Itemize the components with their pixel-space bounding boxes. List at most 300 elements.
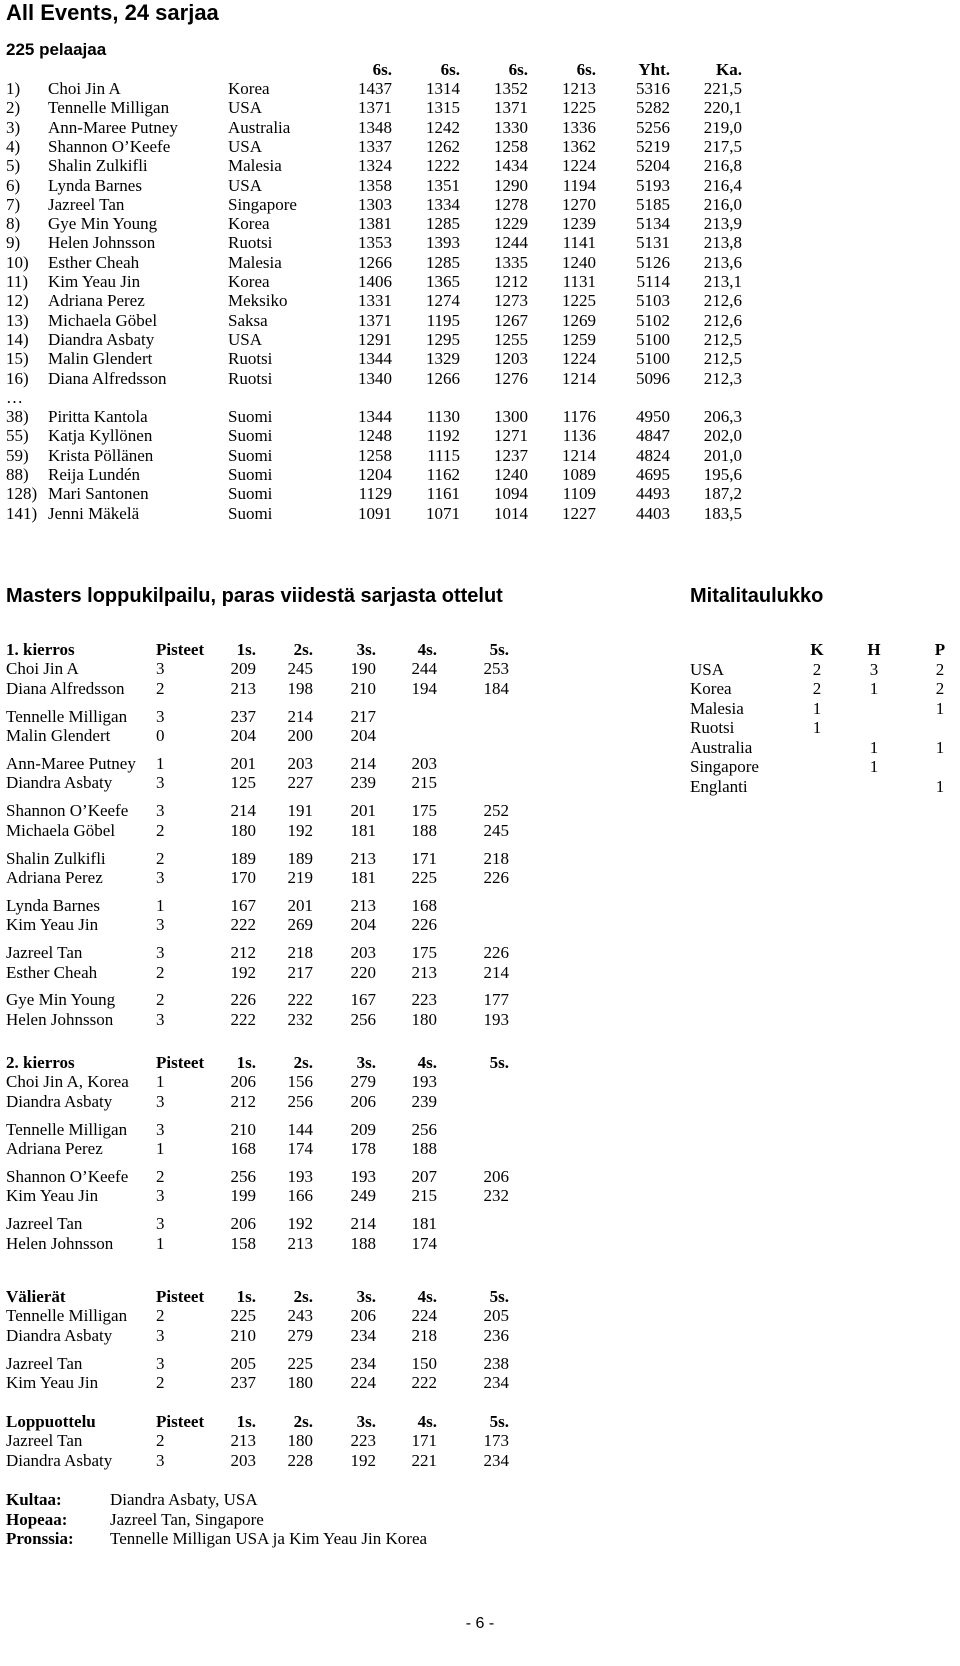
standings-player-name: Gye Min Young bbox=[48, 214, 158, 233]
match-player-name: Jazreel Tan bbox=[6, 943, 83, 962]
standings-player-name: Choi Jin A bbox=[48, 79, 121, 98]
standings-value: 1285 bbox=[426, 253, 460, 272]
standings-player-name: Esther Cheah bbox=[48, 253, 140, 272]
standings-row bbox=[0, 79, 960, 98]
match-points: 2 bbox=[156, 1167, 165, 1186]
standings-value: 212,6 bbox=[703, 291, 742, 310]
match-player-row bbox=[0, 943, 960, 962]
standings-player-name: Reija Lundén bbox=[48, 465, 141, 484]
standings-country: Suomi bbox=[228, 465, 273, 484]
match-game-score: 222 bbox=[287, 990, 313, 1009]
standings-value: 1300 bbox=[494, 407, 528, 426]
match-game-score: 166 bbox=[287, 1186, 313, 1205]
match-game-score: 192 bbox=[350, 1451, 376, 1470]
match-game-score: 237 bbox=[230, 707, 256, 726]
round-column-header: 4s. bbox=[417, 1287, 437, 1306]
medal-count: 3 bbox=[869, 660, 879, 679]
round-column-header: 1s. bbox=[236, 640, 256, 659]
standings-value: 1344 bbox=[358, 349, 392, 368]
standings-value: 1291 bbox=[358, 330, 392, 349]
standings-column-header: Yht. bbox=[638, 60, 670, 79]
match-game-score: 150 bbox=[411, 1354, 437, 1373]
players-count: 225 pelaajaa bbox=[6, 40, 107, 59]
match-game-score: 234 bbox=[350, 1354, 376, 1373]
medal-row bbox=[0, 757, 960, 776]
standings-row bbox=[0, 176, 960, 195]
match-game-score: 238 bbox=[483, 1354, 509, 1373]
match-game-score: 167 bbox=[230, 896, 256, 915]
match-game-score: 203 bbox=[411, 754, 437, 773]
medal-count: 1 bbox=[812, 699, 822, 718]
match-game-score: 256 bbox=[350, 1010, 376, 1029]
round-column-header: 3s. bbox=[356, 1053, 376, 1072]
standings-row bbox=[0, 253, 960, 272]
match-game-score: 226 bbox=[483, 943, 509, 962]
standings-player-name: Shannon O’Keefe bbox=[48, 137, 171, 156]
medal-row bbox=[0, 679, 960, 698]
standings-row bbox=[0, 272, 960, 291]
match-game-score: 214 bbox=[350, 1214, 376, 1233]
match-player-name: Jazreel Tan bbox=[6, 1354, 83, 1373]
match-game-score: 214 bbox=[350, 754, 376, 773]
standings-column-header: 6s. bbox=[508, 60, 528, 79]
standings-value: 216,4 bbox=[703, 176, 742, 195]
standings-value: 1262 bbox=[426, 137, 460, 156]
standings-value: 183,5 bbox=[703, 504, 742, 523]
match-points: 2 bbox=[156, 963, 165, 982]
standings-value: 1352 bbox=[494, 79, 528, 98]
match-points: 3 bbox=[156, 801, 165, 820]
standings-value: 4695 bbox=[636, 465, 670, 484]
standings-value: 1334 bbox=[426, 195, 460, 214]
standings-player-name: Ann-Maree Putney bbox=[48, 118, 178, 137]
match-game-score: 243 bbox=[287, 1306, 313, 1325]
standings-rank: 12) bbox=[6, 291, 29, 310]
standings-rank: 128) bbox=[6, 484, 38, 503]
medalist-row bbox=[0, 1529, 960, 1548]
standings-value: 1274 bbox=[426, 291, 460, 310]
match-game-score: 173 bbox=[483, 1431, 509, 1450]
match-game-score: 213 bbox=[230, 1431, 256, 1450]
match-player-row bbox=[0, 821, 960, 840]
standings-value: 1225 bbox=[562, 98, 596, 117]
match-game-score: 207 bbox=[411, 1167, 437, 1186]
match-game-score: 223 bbox=[411, 990, 437, 1009]
medal-row bbox=[0, 660, 960, 679]
medal-row bbox=[0, 738, 960, 757]
match-player-name: Tennelle Milligan bbox=[6, 1120, 128, 1139]
standings-value: 1141 bbox=[562, 233, 596, 252]
standings-value: 213,8 bbox=[703, 233, 742, 252]
standings-rank: … bbox=[6, 388, 23, 407]
standings-rank: 5) bbox=[6, 156, 21, 175]
medal-count: 1 bbox=[869, 757, 879, 776]
standings-player-name: Jazreel Tan bbox=[48, 195, 125, 214]
match-points: 1 bbox=[156, 1234, 165, 1253]
standings-value: 212,5 bbox=[703, 349, 742, 368]
match-game-score: 279 bbox=[287, 1326, 313, 1345]
standings-value: 1195 bbox=[426, 311, 460, 330]
match-game-score: 203 bbox=[287, 754, 313, 773]
medal-row bbox=[0, 777, 960, 796]
standings-value: 1091 bbox=[358, 504, 392, 523]
match-game-score: 217 bbox=[287, 963, 313, 982]
standings-value: 202,0 bbox=[703, 426, 742, 445]
match-game-score: 203 bbox=[350, 943, 376, 962]
standings-country: Singapore bbox=[228, 195, 297, 214]
standings-value: 1314 bbox=[426, 79, 460, 98]
match-game-score: 178 bbox=[350, 1139, 376, 1158]
medal-row bbox=[0, 718, 960, 737]
match-game-score: 193 bbox=[287, 1167, 313, 1186]
round-column-header: 4s. bbox=[417, 1412, 437, 1431]
standings-rank: 16) bbox=[6, 369, 29, 388]
medalist-label: Pronssia: bbox=[6, 1529, 74, 1548]
match-game-score: 236 bbox=[483, 1326, 509, 1345]
standings-row bbox=[0, 388, 960, 407]
match-game-score: 209 bbox=[230, 659, 256, 678]
match-game-score: 206 bbox=[230, 1214, 256, 1233]
standings-player-name: Katja Kyllönen bbox=[48, 426, 153, 445]
match-game-score: 221 bbox=[411, 1451, 437, 1470]
match-game-score: 220 bbox=[350, 963, 376, 982]
standings-player-name: Helen Johnsson bbox=[48, 233, 156, 252]
standings-value: 1071 bbox=[426, 504, 460, 523]
standings-value: 220,1 bbox=[703, 98, 742, 117]
standings-row bbox=[0, 233, 960, 252]
medal-count: 1 bbox=[812, 718, 822, 737]
standings-country: Ruotsi bbox=[228, 349, 273, 368]
standings-value: 5256 bbox=[636, 118, 670, 137]
standings-value: 1192 bbox=[426, 426, 460, 445]
standings-value: 212,6 bbox=[703, 311, 742, 330]
match-game-score: 205 bbox=[230, 1354, 256, 1373]
medalist-row bbox=[0, 1490, 960, 1509]
standings-value: 1337 bbox=[358, 137, 392, 156]
standings-rank: 14) bbox=[6, 330, 29, 349]
round-column-header: 4s. bbox=[417, 1053, 437, 1072]
standings-value: 5114 bbox=[636, 272, 670, 291]
standings-value: 221,5 bbox=[703, 79, 742, 98]
standings-country: Suomi bbox=[228, 504, 273, 523]
standings-player-name: Diana Alfredsson bbox=[48, 369, 167, 388]
round-title: Loppuottelu bbox=[6, 1412, 96, 1431]
match-game-score: 214 bbox=[230, 801, 256, 820]
match-game-score: 177 bbox=[483, 990, 509, 1009]
standings-rank: 3) bbox=[6, 118, 21, 137]
match-game-score: 158 bbox=[230, 1234, 256, 1253]
standings-country: USA bbox=[228, 330, 263, 349]
standings-country: Korea bbox=[228, 79, 270, 98]
match-game-score: 256 bbox=[230, 1167, 256, 1186]
standings-value: 1224 bbox=[562, 156, 596, 175]
standings-player-name: Diandra Asbaty bbox=[48, 330, 155, 349]
page-title: All Events, 24 sarjaa bbox=[6, 0, 219, 25]
match-game-score: 232 bbox=[287, 1010, 313, 1029]
standings-value: 1194 bbox=[562, 176, 596, 195]
match-game-score: 184 bbox=[483, 679, 509, 698]
match-points: 2 bbox=[156, 679, 165, 698]
standings-value: 1266 bbox=[358, 253, 392, 272]
standings-value: 1362 bbox=[562, 137, 596, 156]
match-player-row bbox=[0, 801, 960, 820]
standings-country: Suomi bbox=[228, 484, 273, 503]
standings-value: 1130 bbox=[426, 407, 460, 426]
match-game-score: 181 bbox=[350, 868, 376, 887]
standings-value: 1437 bbox=[358, 79, 392, 98]
match-game-score: 225 bbox=[230, 1306, 256, 1325]
match-game-score: 174 bbox=[287, 1139, 313, 1158]
standings-row bbox=[0, 349, 960, 368]
match-points: 2 bbox=[156, 1431, 165, 1450]
standings-value: 1371 bbox=[358, 311, 392, 330]
standings-row bbox=[0, 98, 960, 117]
masters-heading: Masters loppukilpailu, paras viidestä sarjasta ottelut bbox=[6, 585, 503, 607]
medal-table-heading: Mitalitaulukko bbox=[690, 585, 824, 607]
standings-value: 1353 bbox=[358, 233, 392, 252]
standings-row bbox=[0, 330, 960, 349]
standings-value: 1278 bbox=[494, 195, 528, 214]
match-player-row bbox=[0, 1072, 960, 1091]
match-game-score: 125 bbox=[230, 773, 256, 792]
match-player-row bbox=[0, 849, 960, 868]
standings-value: 1239 bbox=[562, 214, 596, 233]
standings-value: 1351 bbox=[426, 176, 460, 195]
standings-row bbox=[0, 137, 960, 156]
match-player-name: Shannon O’Keefe bbox=[6, 801, 129, 820]
standings-value: 216,0 bbox=[703, 195, 742, 214]
match-game-score: 171 bbox=[411, 1431, 437, 1450]
standings-country: USA bbox=[228, 176, 263, 195]
round-column-header: 1s. bbox=[236, 1287, 256, 1306]
match-game-score: 204 bbox=[230, 726, 256, 745]
standings-country: USA bbox=[228, 98, 263, 117]
match-game-score: 234 bbox=[350, 1326, 376, 1345]
standings-country: Saksa bbox=[228, 311, 268, 330]
standings-value: 5102 bbox=[636, 311, 670, 330]
match-player-row bbox=[0, 1431, 960, 1450]
round-column-header: 1s. bbox=[236, 1053, 256, 1072]
standings-value: 1371 bbox=[494, 98, 528, 117]
match-game-score: 192 bbox=[287, 821, 313, 840]
standings-row bbox=[0, 291, 960, 310]
match-points: 3 bbox=[156, 1092, 165, 1111]
standings-row bbox=[0, 465, 960, 484]
match-game-score: 180 bbox=[411, 1010, 437, 1029]
standings-value: 1324 bbox=[358, 156, 392, 175]
match-game-score: 245 bbox=[287, 659, 313, 678]
standings-value: 5185 bbox=[636, 195, 670, 214]
standings-row bbox=[0, 446, 960, 465]
medal-row bbox=[0, 699, 960, 718]
standings-value: 195,6 bbox=[703, 465, 742, 484]
medal-count: 1 bbox=[869, 738, 879, 757]
standings-value: 1393 bbox=[426, 233, 460, 252]
standings-value: 212,3 bbox=[703, 369, 742, 388]
match-game-score: 190 bbox=[350, 659, 376, 678]
standings-rank: 7) bbox=[6, 195, 21, 214]
match-game-score: 212 bbox=[230, 943, 256, 962]
medalist-label: Hopeaa: bbox=[6, 1510, 68, 1529]
standings-country: Malesia bbox=[228, 156, 282, 175]
match-game-score: 180 bbox=[287, 1431, 313, 1450]
standings-value: 1094 bbox=[494, 484, 528, 503]
standings-value: 5131 bbox=[636, 233, 670, 252]
medal-country: Malesia bbox=[690, 699, 744, 718]
standings-country: Australia bbox=[228, 118, 291, 137]
standings-country: USA bbox=[228, 137, 263, 156]
standings-value: 1259 bbox=[562, 330, 596, 349]
standings-value: 1358 bbox=[358, 176, 392, 195]
match-player-name: Tennelle Milligan bbox=[6, 707, 128, 726]
medal-count: 2 bbox=[935, 660, 945, 679]
match-game-score: 205 bbox=[483, 1306, 509, 1325]
match-game-score: 193 bbox=[483, 1010, 509, 1029]
standings-country: Korea bbox=[228, 214, 270, 233]
match-game-score: 226 bbox=[411, 915, 437, 934]
match-points: 3 bbox=[156, 1120, 165, 1139]
match-player-name: Lynda Barnes bbox=[6, 896, 100, 915]
match-points: 3 bbox=[156, 915, 165, 934]
standings-value: 5282 bbox=[636, 98, 670, 117]
standings-rank: 11) bbox=[6, 272, 29, 291]
match-game-score: 193 bbox=[411, 1072, 437, 1091]
standings-value: 1237 bbox=[494, 446, 528, 465]
match-game-score: 170 bbox=[230, 868, 256, 887]
standings-rank: 2) bbox=[6, 98, 21, 117]
standings-country: Suomi bbox=[228, 446, 273, 465]
match-game-score: 192 bbox=[230, 963, 256, 982]
standings-rank: 4) bbox=[6, 137, 21, 156]
standings-value: 5103 bbox=[636, 291, 670, 310]
standings-value: 1248 bbox=[358, 426, 392, 445]
page-number: - 6 - bbox=[465, 1615, 495, 1632]
match-game-score: 237 bbox=[230, 1373, 256, 1392]
match-game-score: 188 bbox=[350, 1234, 376, 1253]
standings-country: Malesia bbox=[228, 253, 282, 272]
match-game-score: 228 bbox=[287, 1451, 313, 1470]
medal-count: 1 bbox=[935, 777, 945, 796]
standings-rank: 1) bbox=[6, 79, 21, 98]
match-player-row bbox=[0, 963, 960, 982]
match-game-score: 210 bbox=[350, 679, 376, 698]
standings-value: 1212 bbox=[494, 272, 528, 291]
match-points: 3 bbox=[156, 1214, 165, 1233]
match-player-name: Gye Min Young bbox=[6, 990, 116, 1009]
standings-player-name: Krista Pöllänen bbox=[48, 446, 154, 465]
round-column-header: 2s. bbox=[293, 1412, 313, 1431]
match-game-score: 180 bbox=[287, 1373, 313, 1392]
standings-value: 1136 bbox=[562, 426, 596, 445]
match-game-score: 201 bbox=[350, 801, 376, 820]
standings-value: 1240 bbox=[562, 253, 596, 272]
match-player-name: Malin Glendert bbox=[6, 726, 111, 745]
match-game-score: 175 bbox=[411, 801, 437, 820]
match-game-score: 226 bbox=[483, 868, 509, 887]
standings-value: 219,0 bbox=[703, 118, 742, 137]
round-column-header: 2s. bbox=[293, 1287, 313, 1306]
match-game-score: 224 bbox=[411, 1306, 437, 1325]
match-player-name: Kim Yeau Jin bbox=[6, 1373, 99, 1392]
standings-value: 1329 bbox=[426, 349, 460, 368]
match-game-score: 206 bbox=[350, 1306, 376, 1325]
standings-value: 1162 bbox=[426, 465, 460, 484]
match-points: 1 bbox=[156, 1072, 165, 1091]
match-points: 3 bbox=[156, 943, 165, 962]
standings-value: 1406 bbox=[358, 272, 392, 291]
medal-count: 1 bbox=[869, 679, 879, 698]
match-points: 3 bbox=[156, 1326, 165, 1345]
match-game-score: 156 bbox=[287, 1072, 313, 1091]
medal-country: Englanti bbox=[690, 777, 748, 796]
match-game-score: 223 bbox=[350, 1431, 376, 1450]
medalist-value: Diandra Asbaty, USA bbox=[110, 1490, 258, 1509]
match-player-name: Adriana Perez bbox=[6, 868, 103, 887]
standings-column-header: 6s. bbox=[576, 60, 596, 79]
standings-value: 1240 bbox=[494, 465, 528, 484]
match-game-score: 188 bbox=[411, 1139, 437, 1158]
match-points: 3 bbox=[156, 659, 165, 678]
match-player-name: Kim Yeau Jin bbox=[6, 915, 99, 934]
standings-value: 1258 bbox=[358, 446, 392, 465]
round-column-header: 2s. bbox=[293, 640, 313, 659]
match-game-score: 212 bbox=[230, 1092, 256, 1111]
match-game-score: 218 bbox=[287, 943, 313, 962]
match-game-score: 203 bbox=[230, 1451, 256, 1470]
match-game-score: 249 bbox=[350, 1186, 376, 1205]
match-game-score: 225 bbox=[411, 868, 437, 887]
medalist-label: Kultaa: bbox=[6, 1490, 62, 1509]
match-game-score: 204 bbox=[350, 915, 376, 934]
standings-value: 1224 bbox=[562, 349, 596, 368]
standings-player-name: Malin Glendert bbox=[48, 349, 153, 368]
standings-value: 5096 bbox=[636, 369, 670, 388]
medal-column-header: H bbox=[867, 640, 881, 659]
match-game-score: 213 bbox=[350, 849, 376, 868]
round-column-header: 5s. bbox=[489, 1053, 509, 1072]
round-title: Välierät bbox=[6, 1287, 66, 1306]
match-game-score: 224 bbox=[350, 1373, 376, 1392]
match-points: 3 bbox=[156, 1354, 165, 1373]
medal-country: Australia bbox=[690, 738, 753, 757]
match-game-score: 206 bbox=[230, 1072, 256, 1091]
match-player-row bbox=[0, 1214, 960, 1233]
match-player-row bbox=[0, 1186, 960, 1205]
standings-value: 1176 bbox=[562, 407, 596, 426]
match-game-score: 256 bbox=[287, 1092, 313, 1111]
standings-value: 1225 bbox=[562, 291, 596, 310]
standings-value: 1255 bbox=[494, 330, 528, 349]
round-column-header: 1s. bbox=[236, 1412, 256, 1431]
standings-country: Korea bbox=[228, 272, 270, 291]
match-game-score: 199 bbox=[230, 1186, 256, 1205]
standings-country: Ruotsi bbox=[228, 233, 273, 252]
match-game-score: 167 bbox=[350, 990, 376, 1009]
match-player-name: Choi Jin A bbox=[6, 659, 79, 678]
match-game-score: 239 bbox=[350, 773, 376, 792]
match-game-score: 210 bbox=[230, 1120, 256, 1139]
standings-value: 4950 bbox=[636, 407, 670, 426]
match-game-score: 269 bbox=[287, 915, 313, 934]
standings-value: 1269 bbox=[562, 311, 596, 330]
standings-value: 1204 bbox=[358, 465, 392, 484]
match-points: 3 bbox=[156, 707, 165, 726]
standings-value: 5193 bbox=[636, 176, 670, 195]
match-game-score: 215 bbox=[411, 773, 437, 792]
standings-value: 1315 bbox=[426, 98, 460, 117]
match-game-score: 168 bbox=[230, 1139, 256, 1158]
standings-value: 5126 bbox=[636, 253, 670, 272]
